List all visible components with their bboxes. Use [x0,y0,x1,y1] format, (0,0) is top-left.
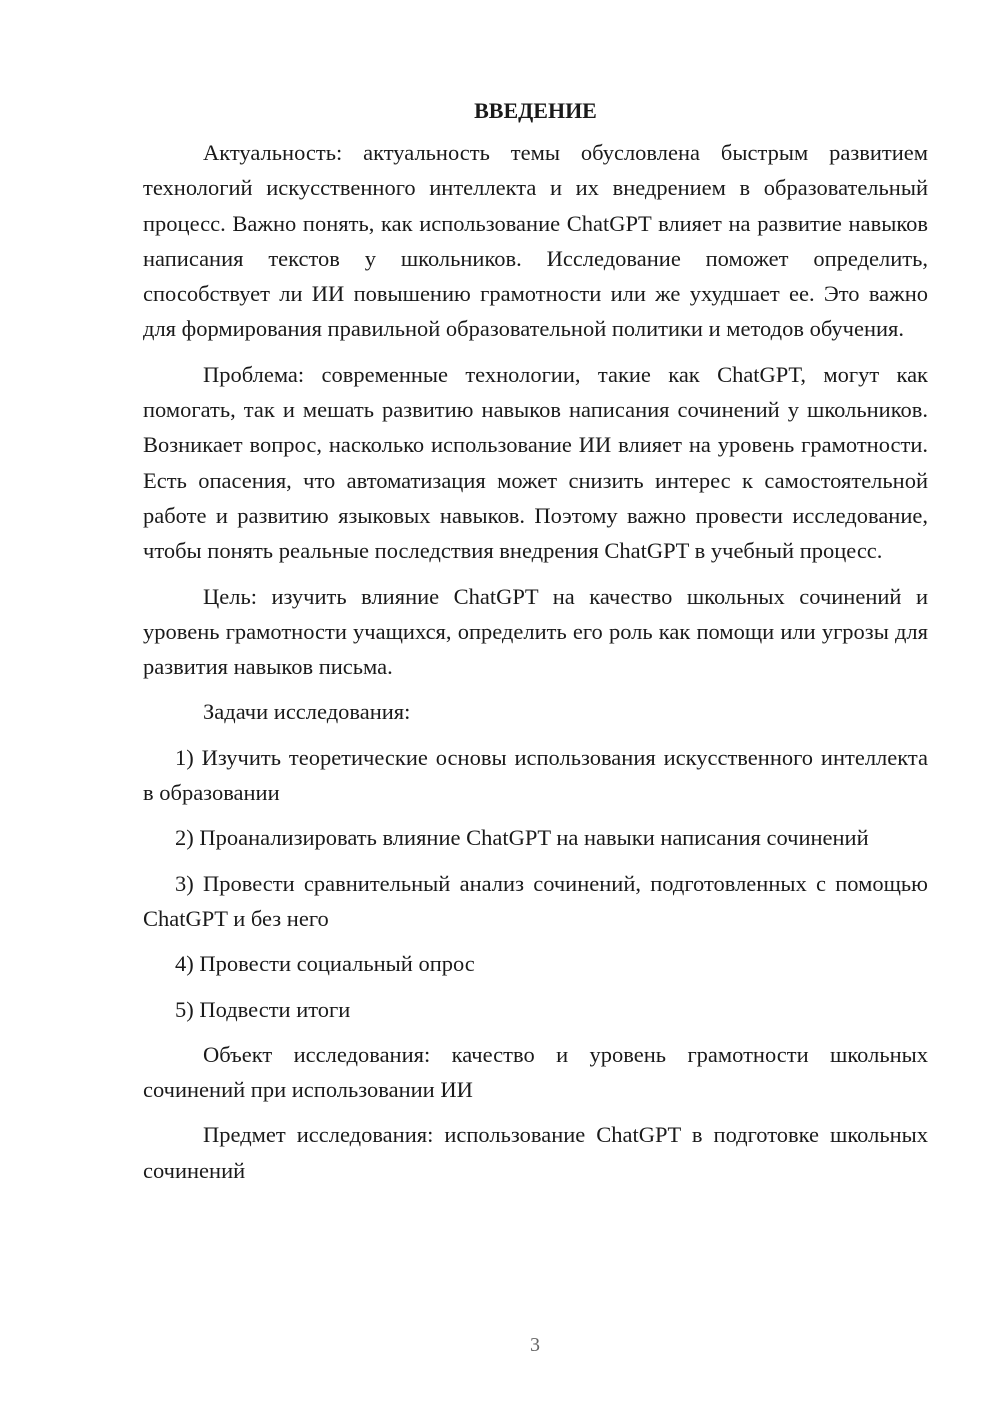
section-heading: ВВЕДЕНИЕ [474,98,597,123]
document-page [143,96,928,1198]
task-item-1: 1) Изучить теоретические основы использования искусственного интеллекта в образовании [143,744,928,806]
goal-paragraph: Цель: изучить влияние ChatGPT на качество школьных сочинений и уровень грамотности учащихся, определить его роль как помощи или угрозы для развития навыков письма. [143,583,928,680]
task-item-3: 3) Провести сравнительный анализ сочинений, подготовленных с помощью ChatGPT и без него [143,870,928,931]
task-item-2: 2) Проанализировать влияние ChatGPT на навыки написания сочинений [175,825,869,851]
relevance-paragraph: Актуальность: актуальность темы обусловлена быстрым развитием технологий искусственного интеллекта и их внедрением в образовательный процесс. Важно понять, как использование ChatGPT влияет на развитие навыков написания текстов у школьников. Исследование поможет определить, способствует ли ИИ повышению грамотности или же ухудшает ее. Это важно для формирования правильной образовательной политики и методов обучения. [143,140,928,342]
tasks-title: Задачи исследования: [203,699,411,725]
task-item-5: 5) Подвести итоги [175,996,351,1022]
page-number: 3 [530,1334,540,1356]
problem-paragraph: Проблема: современные технологии, такие как ChatGPT, могут как помогать, так и мешать развитию навыков написания сочинений у школьников. Возникает вопрос, насколько использование ИИ влияет на уровень грамотности. Есть опасения, что автоматизация может снизить интерес к самостоятельной работе и развитию языковых навыков. Поэтому важно провести исследование, чтобы понять реальные последствия внедрения ChatGPT в учебный процесс. [143,361,928,564]
task-item-4: 4) Провести социальный опрос [175,951,475,977]
object-paragraph: Объект исследования: качество и уровень грамотности школьных сочинений при использовании ИИ [143,1041,928,1103]
subject-paragraph: Предмет исследования: использование ChatGPT в подготовке школьных сочинений [143,1122,928,1183]
